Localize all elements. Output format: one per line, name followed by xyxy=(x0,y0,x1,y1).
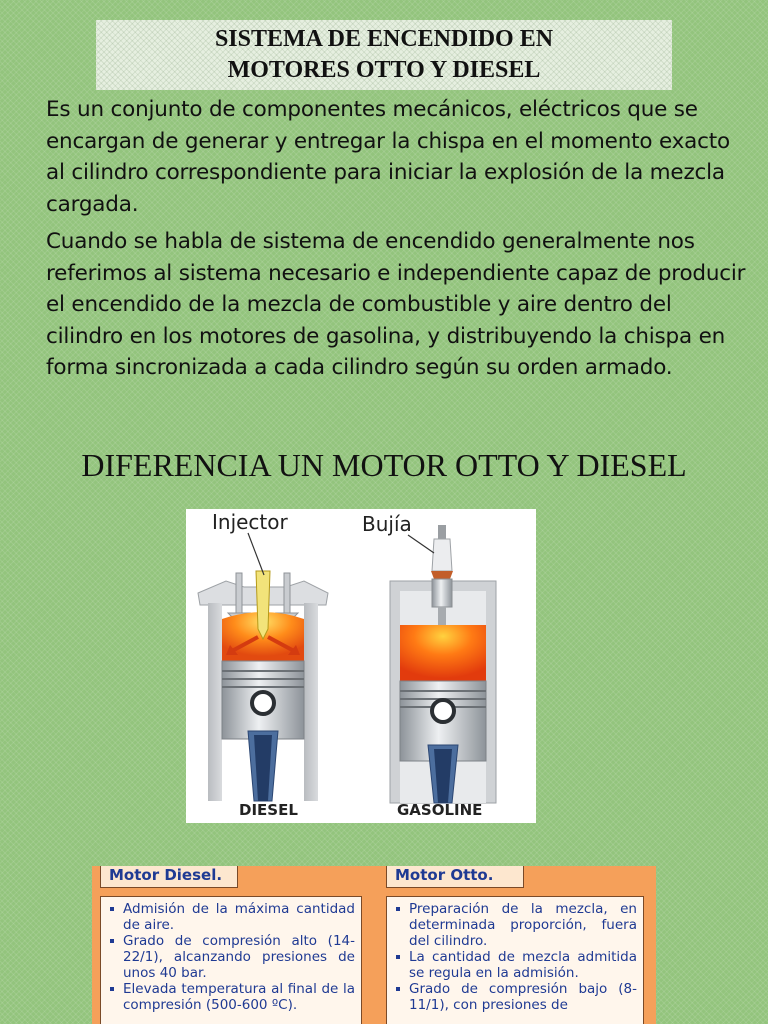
gasoline-caption: GASOLINE xyxy=(397,801,483,819)
comparison-table xyxy=(92,866,656,1024)
page-title xyxy=(96,20,672,90)
list-item: Admisión de la máxima cantidad de aire. xyxy=(107,901,355,933)
definition-paragraph: Es un conjunto de componentes mecánicos, eléctricos que se encargan de generar y entregar la chispa en el momento exacto al cilindro correspondiente para iniciar la explosión de la mezcla cargada. xyxy=(46,97,730,217)
list-item: Grado de compresión alto (14-22/1), alcanzando presiones de unos 40 bar. xyxy=(107,933,355,981)
title-line-1: SISTEMA DE ENCENDIDO EN xyxy=(214,26,554,52)
list-item: Preparación de la mezcla, en determinada proporción, fuera del cilindro. xyxy=(393,901,637,949)
diesel-caption: DIESEL xyxy=(239,801,298,819)
title-line-2: MOTORES OTTO Y DIESEL xyxy=(227,57,541,83)
injector-label: Injector xyxy=(212,510,288,534)
otto-column xyxy=(386,896,644,1024)
section-subtitle: DIFERENCIA UN MOTOR OTTO Y DIESEL xyxy=(81,447,687,483)
otto-heading: Motor Otto. xyxy=(386,866,524,888)
description-paragraph: Cuando se habla de sistema de encendido generalmente nos referimos al sistema necesario e independiente capaz de producir el encendido de la mezcla de combustible y aire dentro del cilindro en los motores de gasolina, y distribuyendo la chispa en forma sincronizada a cada cilindro según su orden armado. xyxy=(46,229,746,380)
spark-plug-label: Bujía xyxy=(362,512,412,536)
engine-diagram xyxy=(186,509,536,823)
list-item: Elevada temperatura al final de la compresión (500-600 ºC). xyxy=(107,981,355,1013)
diesel-column xyxy=(100,896,362,1024)
list-item: La cantidad de mezcla admitida se regula en la admisión. xyxy=(393,949,637,981)
list-item: Grado de compresión bajo (8-11/1), con presiones de xyxy=(393,981,637,1013)
diesel-heading: Motor Diesel. xyxy=(100,866,238,888)
